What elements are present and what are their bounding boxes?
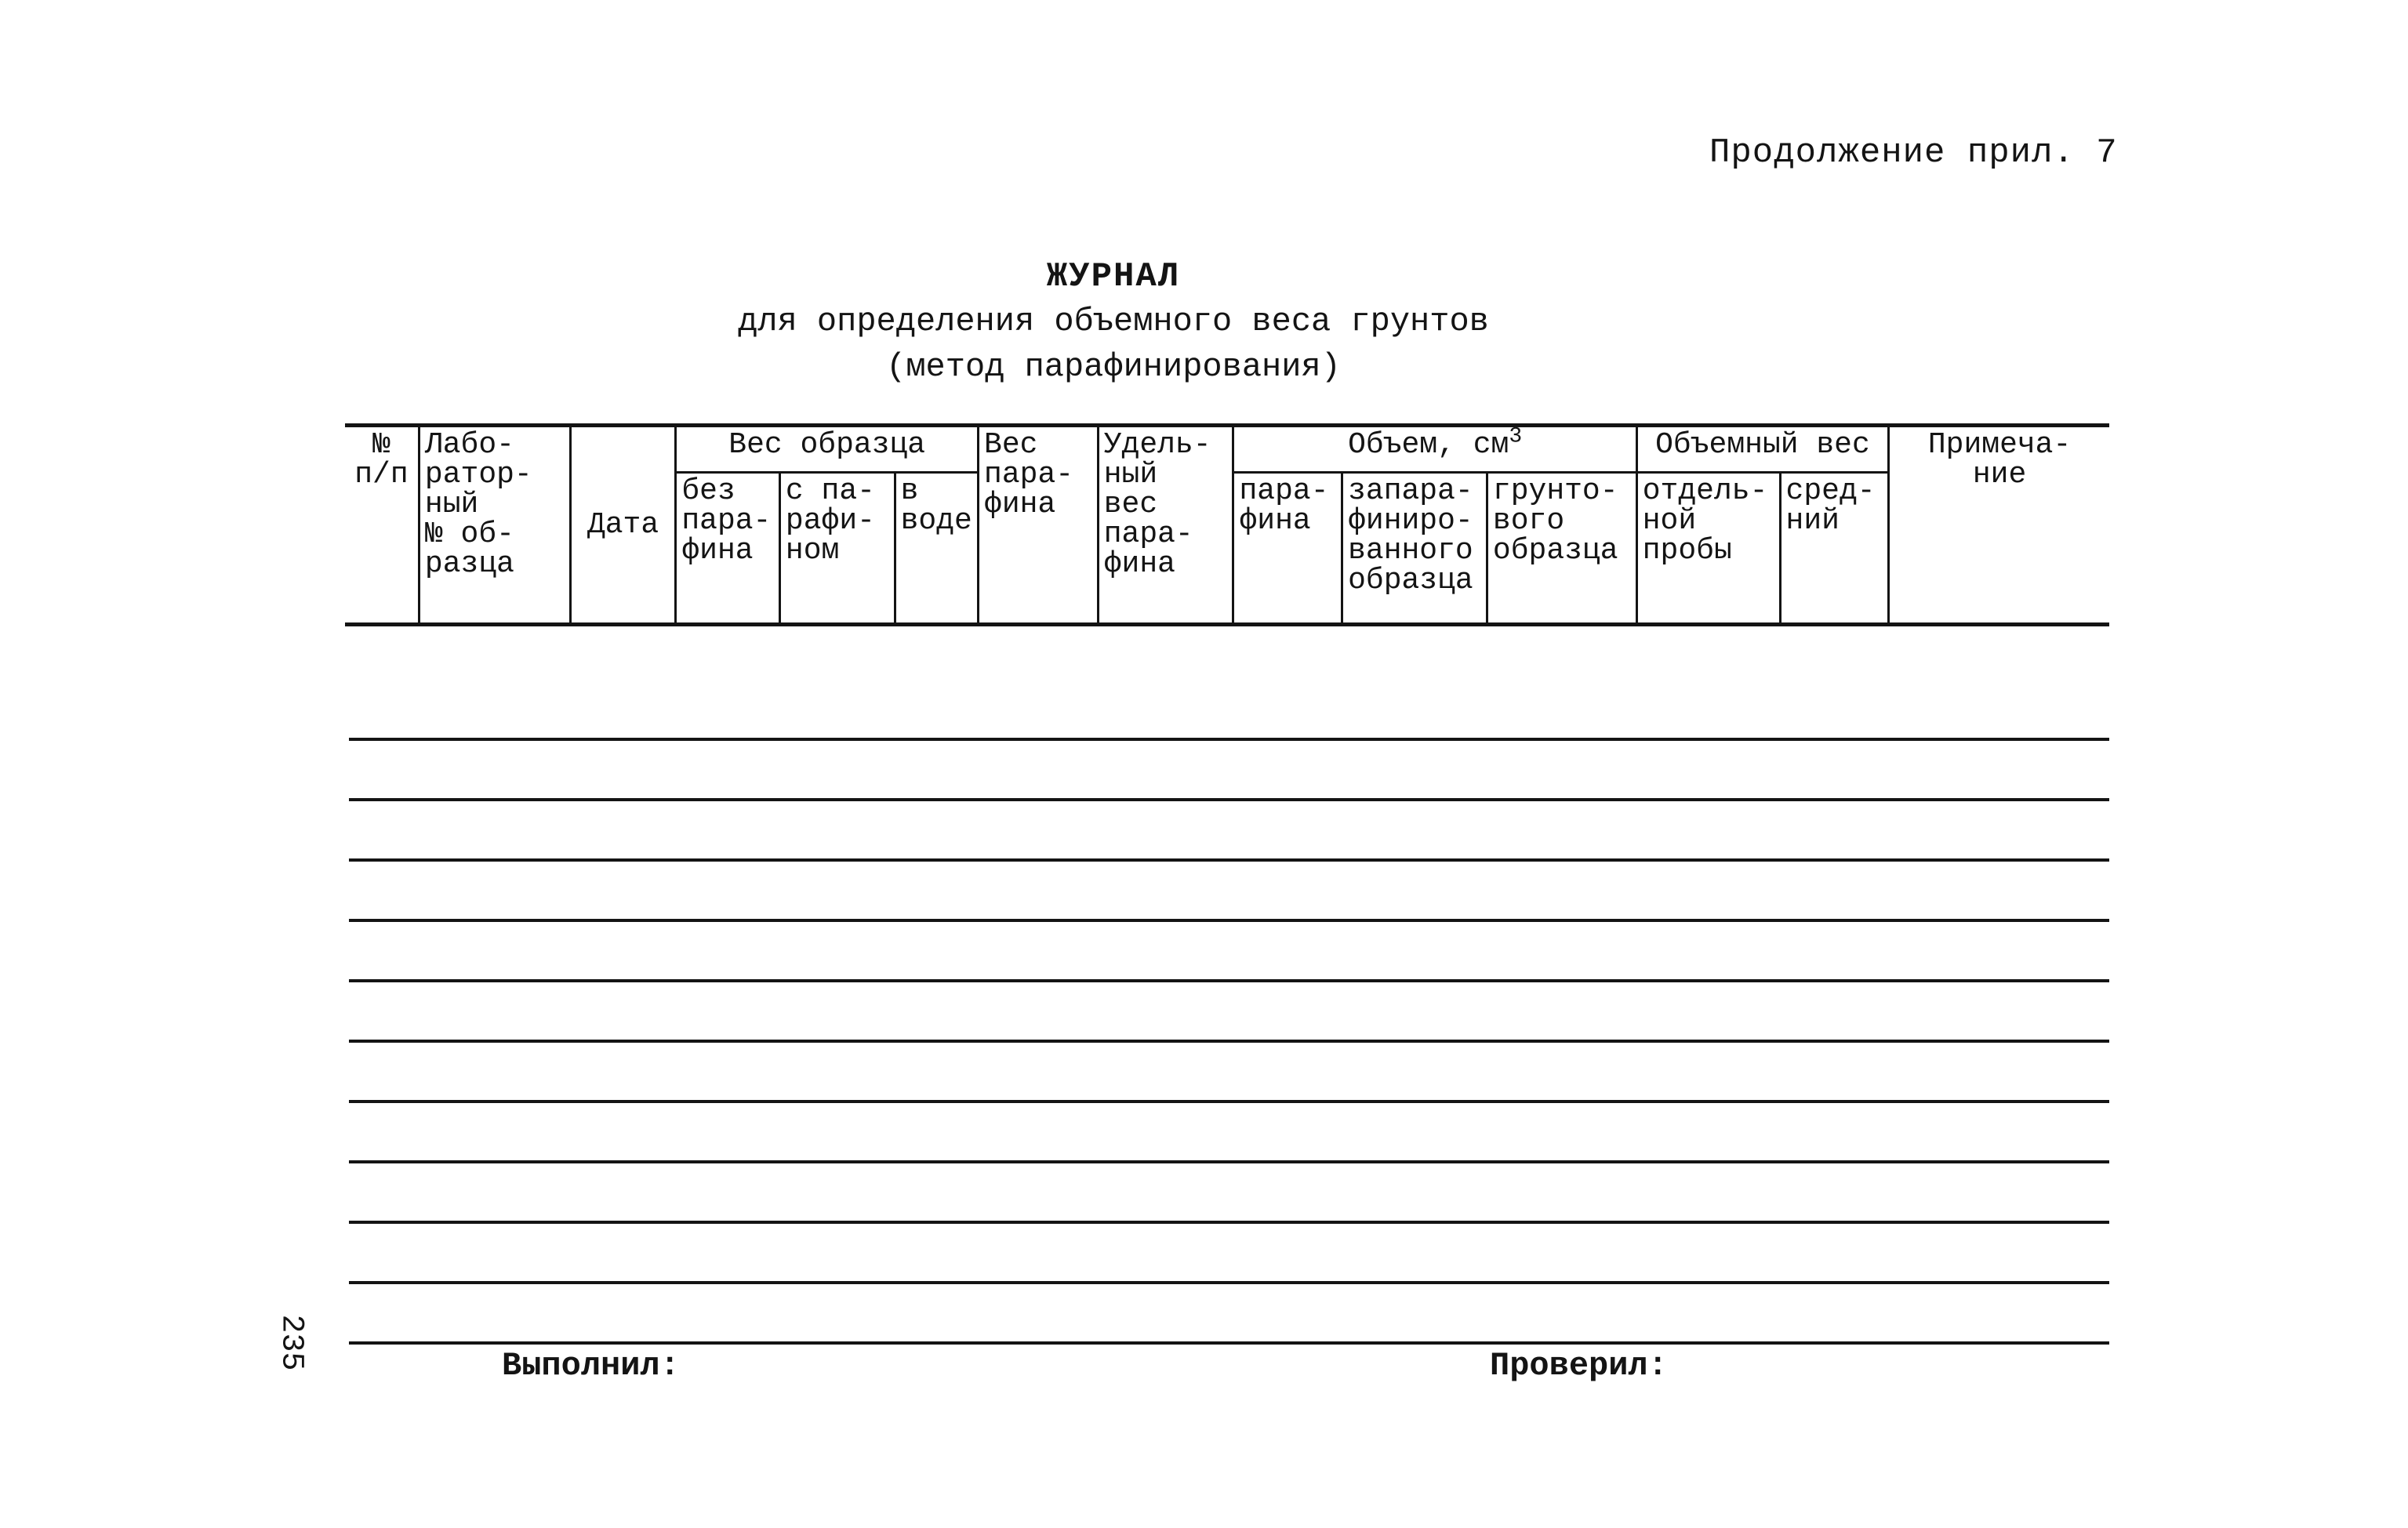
entry-line [349, 1043, 2109, 1103]
col-weight-in-water-header: в воде [895, 473, 978, 625]
col-weight-without-paraffin-header: без пара- фина [676, 473, 780, 625]
col-bulk-weight-individual-header: отдель- ной пробы [1636, 473, 1780, 625]
volume-unit-superscript: 3 [1509, 425, 1523, 449]
volume-group-label: Объем, см [1348, 428, 1509, 462]
journal-table [345, 423, 2109, 626]
col-lab-sample-number-header: Лабо- ратор- ный № об- разца [419, 426, 570, 625]
entry-line [349, 922, 2109, 982]
journal-subtitle: для определения объемного веса грунтов [738, 303, 1489, 340]
page-number: 235 [273, 1314, 309, 1371]
col-volume-coated-sample-header: запара- финиро- ванного образца [1342, 473, 1487, 625]
journal-title: ЖУРНАЛ [1046, 257, 1181, 296]
col-sample-weight-group-header: Вес образца [676, 426, 979, 473]
col-date-header: Дата [570, 426, 676, 625]
col-weight-with-paraffin-header: с па- рафи- ном [779, 473, 895, 625]
entry-line [349, 982, 2109, 1043]
entry-line [349, 1284, 2109, 1345]
col-paraffin-weight-header: Вес пара- фина [979, 426, 1099, 625]
col-note-header: Примеча- ние [1889, 426, 2109, 625]
col-bulk-weight-group-header: Объемный вес [1636, 426, 1888, 473]
entry-line [349, 1103, 2109, 1163]
checked-by-label: Проверил: [1490, 1347, 1668, 1385]
col-number-header: № п/п [345, 426, 419, 625]
entry-line [349, 681, 2109, 741]
col-paraffin-specific-weight-header: Удель- ный вес пара- фина [1098, 426, 1233, 625]
title-block [580, 255, 1647, 390]
col-volume-soil-sample-header: грунто- вого образца [1487, 473, 1636, 625]
performed-by-label: Выполнил: [502, 1347, 680, 1385]
entry-line [349, 1163, 2109, 1224]
appendix-continuation-label: Продолжение прил. 7 [1709, 133, 2118, 172]
col-bulk-weight-average-header: сред- ний [1780, 473, 1889, 625]
col-volume-paraffin-header: пара- фина [1233, 473, 1342, 625]
entry-line [349, 1224, 2109, 1284]
col-volume-group-header [1233, 426, 1636, 473]
entry-line [349, 801, 2109, 862]
table-header-row [345, 426, 2109, 473]
entry-line [349, 862, 2109, 922]
journal-method: (метод парафинирования) [886, 348, 1341, 386]
entry-lines [349, 681, 2109, 1345]
entry-line [349, 741, 2109, 801]
